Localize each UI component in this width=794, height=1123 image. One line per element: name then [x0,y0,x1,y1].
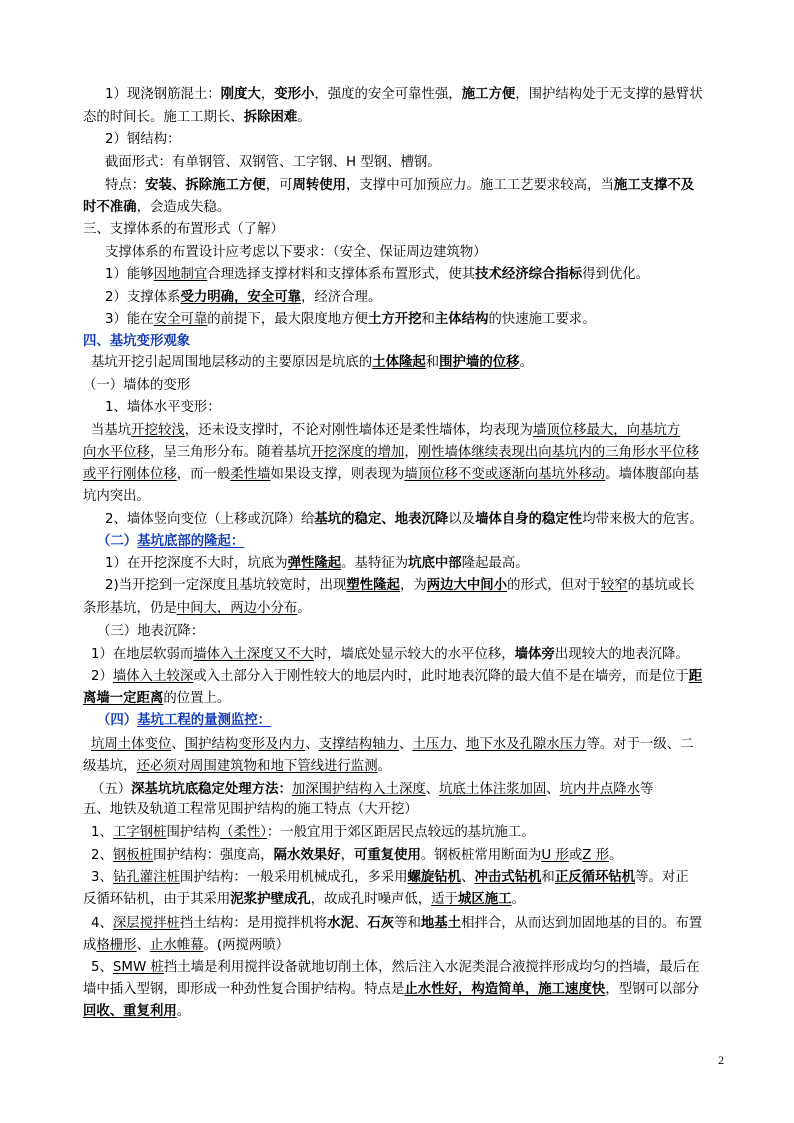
text-segment: 基坑开挖引起周围地层移动的主要原因是坑底的 [91,355,373,370]
text-line [97,710,747,732]
text-segment: 4、 [91,916,113,931]
text-segment: ，型钢可以部分 [605,982,699,997]
text-line [91,913,741,935]
text-segment: ， [340,848,354,863]
text-segment: 因地制宜 [153,267,208,282]
text-line [97,531,747,553]
text-segment: 、 [398,737,413,752]
text-segment: 以及 [448,512,476,527]
text-segment: 安装、拆除施工方便 [145,178,266,193]
text-line [83,889,733,911]
text-segment: 基坑底部的隆起： [137,534,245,549]
text-segment: 螺旋钻机 [407,870,462,885]
text-segment: 支撑结构轴力 [318,737,399,752]
text-line [83,799,733,821]
text-segment: 距 [688,669,703,684]
text-segment: 钢板桩 [112,848,154,863]
text-segment: 。钢板桩常用断面为 [420,848,542,863]
text-segment: 如果设支撑，则表现为 [270,467,405,482]
text-segment: 条形基坑，仍是 [83,601,177,616]
text-segment: 中间大，两边小分布 [176,601,298,616]
text-segment: 围护结构：一般采用机械成孔，多采用 [179,870,408,885]
text-segment: 土方开挖 [367,312,422,327]
text-segment: 坑底中部 [408,556,462,571]
text-segment: 较窄 [600,578,628,593]
text-segment: 。墙体腹部向基 [605,467,699,482]
text-line [105,287,755,309]
text-segment: 墙体旁 [514,647,555,662]
text-segment: 、 [353,916,368,931]
text-segment: U 形 [541,848,569,863]
text-segment: 墙顶位移不变或逐渐向基坑外移动 [404,467,606,482]
text-segment: 坑周土体变位 [91,737,172,752]
text-segment: 墙体入土较深 [112,669,194,684]
text-line [83,107,733,129]
text-line [83,197,733,219]
text-segment: 五、地铁及轨道工程常见围护结构的施工特点（大开挖） [83,802,418,817]
text-segment: 得到优化。 [582,267,650,282]
text-segment: 围护墙的位移 [439,355,520,370]
text-segment: 成 [83,938,97,953]
text-line [91,867,741,889]
text-line [91,845,741,867]
text-line [105,84,755,106]
text-segment: 离墙一定距离 [83,691,164,706]
text-line [105,309,755,331]
text-segment: 还必须对周围建筑物和地下管线进行监测 [136,759,378,774]
text-segment: 工字钢桩 [112,825,167,840]
text-segment: 等。对正 [635,870,689,885]
text-segment: 。 [297,601,311,616]
text-segment: ，会造成失稳。 [136,200,231,215]
text-segment: 石灰 [367,916,395,931]
text-segment: 3、 [91,870,113,885]
text-line [83,375,733,397]
text-segment: 三、支撑体系的布置形式（了解） [83,222,284,237]
text-segment: 施工方便 [461,87,516,102]
text-segment: 时，墙底处显示较大的水平位移， [313,647,515,662]
text-line [105,397,755,419]
text-segment: ，强度的安全可靠性强， [314,87,462,102]
text-line [105,129,755,151]
text-segment: 安全可靠 [153,312,208,327]
text-line [105,575,755,597]
text-segment: （二） [97,534,138,549]
text-line [105,152,755,174]
text-segment: 变形小 [274,87,315,102]
text-segment: 基坑工程的量测监控： [137,713,272,728]
text-segment: 受力明确，安全可靠 [180,290,301,305]
text-line [83,935,733,957]
text-segment: 刚度大 [220,87,261,102]
text-segment: 两边大中间小 [426,578,508,593]
text-line [83,486,733,508]
text-segment: ，为 [399,578,427,593]
text-segment: 级基坑， [83,759,137,774]
text-segment: 的快速施工要求。 [488,312,596,327]
text-segment: 等。对于一级、二 [586,737,694,752]
text-segment: ，可 [265,178,293,193]
text-segment: 施工支撑不及 [613,178,695,193]
text-segment: 地下水及孔隙水压力 [465,737,587,752]
text-line [91,779,741,801]
text-line [83,464,733,486]
text-line [91,644,741,666]
text-segment: 。 [377,759,391,774]
text-line [91,734,741,756]
text-segment: 挡土结构：是用搅拌机将 [179,916,328,931]
text-segment: 围护结构变形及内力 [184,737,306,752]
text-segment: 反循环钻机，由于其采用 [83,892,231,907]
text-segment: 拆除困难 [243,110,298,125]
text-segment: 柔性墙 [230,467,271,482]
text-segment: 刚性墙体继续表现出向基坑内的三角形水平位移 [417,445,699,460]
text-segment: 基坑的稳定、地表沉降 [314,512,449,527]
text-segment: 土体隆起 [372,355,426,370]
text-segment: 、 [546,782,560,797]
text-segment: 四、基坑变形观象 [83,334,191,349]
text-segment: 均带来极大的危害。 [582,512,703,527]
text-segment: ， [260,87,275,102]
text-line [83,442,733,464]
text-segment: 和 [541,870,555,885]
text-segment: （一）墙体的变形 [83,378,191,393]
text-line [105,509,755,531]
text-segment: 。 [519,355,533,370]
text-segment: 墙顶位移最大，向基坑方 [532,423,681,438]
text-segment: 。 [609,848,623,863]
text-segment: （三）地表沉降： [97,624,205,639]
text-segment: 5、 [91,960,113,975]
text-segment: （四） [97,713,138,728]
text-segment: 塑性隆起 [346,578,400,593]
text-segment: 主体结构 [434,312,489,327]
text-segment: 的位置上。 [163,691,231,706]
text-segment: 技术经济综合指标 [475,267,583,282]
text-line [83,756,733,778]
text-segment: 、 [171,737,185,752]
text-segment: ，还未设支撑时，不论对刚性墙体还是柔性墙体，均表现为 [184,423,533,438]
text-segment: 2)当开挖到一定深度且基坑较宽时，出现 [105,578,347,593]
text-segment: 截面形式：有单钢管、双钢管、工字钢、H 型钢、槽钢。 [105,155,441,170]
text-segment: 止水性好，构造简单，施工速度快 [404,982,606,997]
text-line [91,420,741,442]
text-line [91,957,741,979]
text-line [105,175,755,197]
text-segment: 城区施工 [457,892,512,907]
text-segment: 弹性隆起 [287,556,342,571]
text-segment: 适于 [431,892,458,907]
text-segment: ：一般宜用于郊区距居民点较远的基坑施工。 [266,825,535,840]
text-segment: 1）能够 [105,267,154,282]
text-segment: ，呈三角形分布。随着基坑 [149,445,311,460]
text-segment: 隔水效果好 [273,848,341,863]
text-line [91,666,741,688]
text-segment: 或平行刚体位移 [83,467,177,482]
text-line [105,264,755,286]
text-segment: 1）在地层软弱而 [91,647,194,662]
text-segment: 加深围护结构入土深度 [291,782,426,797]
text-segment: 墙体入土深度又不大 [193,647,314,662]
text-segment: ，支撑中可加预应力。施工工艺要求较高，当 [346,178,614,193]
text-segment: 土压力 [412,737,453,752]
text-segment: 泥浆护壁成孔 [230,892,311,907]
text-segment: Z 形 [582,848,610,863]
text-segment: 和 [425,355,440,370]
text-segment: （五） [91,782,132,797]
text-segment: 1）在开挖深度不大时，坑底为 [105,556,288,571]
text-segment: 深基坑坑底稳定处理方法： [131,782,292,797]
text-line [91,822,741,844]
text-segment: 或入土部分入于刚性较大的地层内时，此时地表沉降的最大值不是在墙旁，而是位于 [193,669,689,684]
text-segment: 2、 [91,848,113,863]
text-line [105,242,755,264]
text-segment: 格栅形 [96,938,137,953]
text-segment: 可重复使用 [353,848,421,863]
text-segment: 。(两搅两喷） [203,938,290,953]
text-segment: 2） [91,669,113,684]
text-line [83,979,733,1001]
text-segment: 或 [568,848,583,863]
text-segment: 相拌合，从而达到加固地基的目的。布置 [461,916,703,931]
text-segment: SMW 桩 [112,960,164,975]
text-segment: 挡土墙是利用搅拌设备就地切削土体，然后注入水泥类混合液搅拌形成均匀的挡墙，最后在 [163,960,700,975]
text-segment: 和 [421,312,435,327]
text-segment: ，经济合理。 [301,290,382,305]
text-segment: 时不准确 [83,200,137,215]
text-segment: 特点： [105,178,146,193]
text-segment: 开挖较浅 [131,423,185,438]
text-line [83,1001,733,1023]
text-segment: 坑底土体注浆加固 [439,782,547,797]
text-segment: 、 [425,782,440,797]
text-segment: 、 [452,737,466,752]
text-segment: ，围护结构处于无支撑的悬臂状 [515,87,703,102]
text-segment: （柔性） [220,825,267,840]
text-segment: 的基坑或长 [627,578,695,593]
text-line [83,219,733,241]
text-segment: 合理选择支撑材料和支撑体系布置形式，使其 [207,267,476,282]
text-segment: 2、墙体竖向变位（上移或沉降）给 [105,512,315,527]
text-line [83,688,733,710]
text-segment: 回收、重复利用 [83,1004,177,1019]
text-segment: 正反循环钻机 [554,870,636,885]
text-segment: ，故成孔时噪声低， [310,892,432,907]
text-segment: 的形式，但对于 [507,578,601,593]
text-segment: 1）现浇钢筋混土： [105,87,221,102]
text-segment: 态的时间长。施工工期长、 [83,110,244,125]
text-segment: 冲击式钻机 [474,870,542,885]
text-segment: 。 [176,1004,191,1019]
text-segment: 墙中插入型钢，即形成一种劲性复合围护结构。特点是 [83,982,405,997]
text-segment: 支撑体系的布置设计应考虑以下要求：（安全、保证周边建筑物） [105,245,487,260]
text-segment: 1、墙体水平变形： [105,400,221,415]
text-segment: 2）钢结构： [105,132,181,147]
text-segment: 深层搅拌桩 [112,916,180,931]
text-segment: 。 [511,892,525,907]
text-segment: 墙体自身的稳定性 [475,512,583,527]
text-segment: 1、 [91,825,113,840]
text-segment: 的前提下，最大限度地方便 [207,312,368,327]
text-line [91,352,741,374]
text-segment: 围护结构 [166,825,221,840]
text-segment: 地基土 [420,916,462,931]
text-segment: 钻孔灌注桩 [112,870,180,885]
text-line [97,621,747,643]
text-segment: 止水帷幕 [149,938,204,953]
text-line [83,598,733,620]
text-line [83,331,733,353]
text-segment: 坑内井点降水 [559,782,641,797]
text-segment: 3）能在 [105,312,154,327]
text-segment: 。 [297,110,311,125]
text-segment: 围护结构：强度高， [153,848,274,863]
text-segment: ，而一般 [176,467,231,482]
text-segment: 、 [305,737,319,752]
text-segment: 开挖深度的增加 [310,445,405,460]
text-segment: 当基坑 [91,423,132,438]
text-segment: 等和 [394,916,421,931]
text-segment: 隆起最高。 [461,556,529,571]
text-segment: 、 [136,938,150,953]
text-segment: 水泥 [327,916,354,931]
text-line [105,553,755,575]
text-segment: 等 [640,782,654,797]
text-segment: 周转使用 [292,178,347,193]
text-segment: 。基特征为 [341,556,409,571]
page-number: 2 [718,1053,724,1067]
text-segment: ， [404,445,418,460]
text-segment: 2）支撑体系 [105,290,181,305]
text-segment: 出现较大的地表沉降。 [554,647,689,662]
text-segment: 向水平位移 [83,445,150,460]
text-segment: 、 [461,870,475,885]
text-segment: 坑内突出。 [83,489,150,504]
